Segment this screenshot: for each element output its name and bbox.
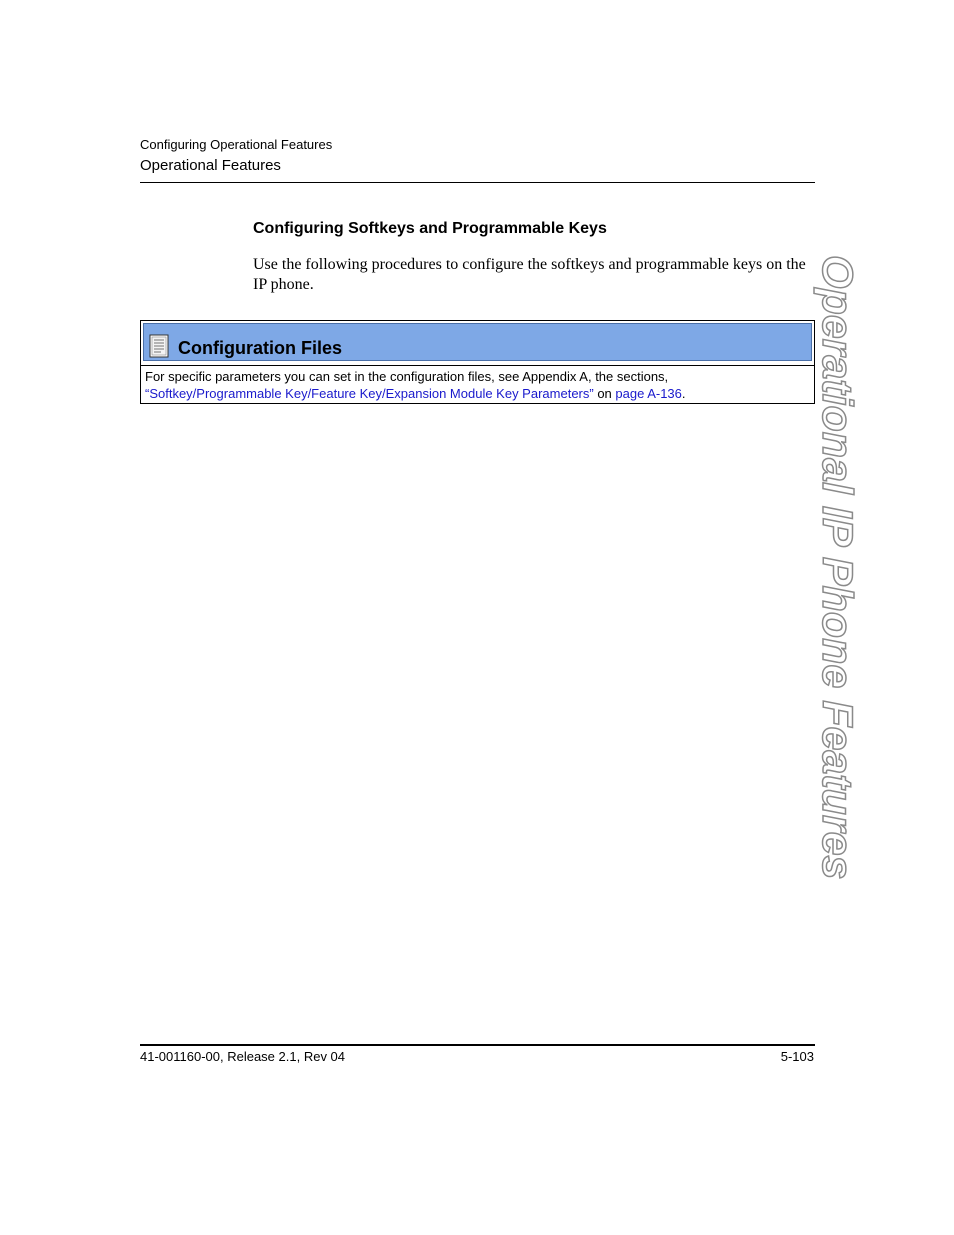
footer-rule: [140, 1044, 815, 1046]
section-heading: Configuring Softkeys and Programmable Keys: [253, 220, 607, 237]
config-text-end: .: [681, 386, 686, 401]
softkey-parameters-link[interactable]: “Softkey/Programmable Key/Feature Key/Expansion Module Key Parameters”: [145, 386, 594, 401]
body-paragraph: Use the following procedures to configure the softkeys and programmable keys on the IP phone.: [253, 256, 806, 293]
footer-doc-id: 41-001160-00, Release 2.1, Rev 04: [140, 1049, 346, 1064]
config-text-intro: For specific parameters you can set in the configuration files, see Appendix A, the sections,: [145, 369, 669, 384]
chapter-side-tab: [812, 255, 862, 880]
config-text-on: on: [593, 386, 616, 401]
configuration-files-divider: [141, 365, 814, 366]
chapter-side-tab-text: Operational IP Phone Features: [813, 255, 861, 880]
page-a136-link[interactable]: page A-136: [615, 386, 682, 401]
configuration-files-text: [145, 368, 805, 402]
configuration-files-box: [140, 320, 815, 404]
header-rule: [140, 182, 815, 183]
configuration-files-title: Configuration Files: [178, 338, 342, 358]
footer-page-number: 5-103: [780, 1049, 814, 1064]
configuration-files-banner: [143, 323, 812, 361]
running-header-section: Operational Features: [140, 157, 281, 174]
document-icon: [149, 334, 169, 358]
running-header-chapter: Configuring Operational Features: [140, 137, 333, 152]
